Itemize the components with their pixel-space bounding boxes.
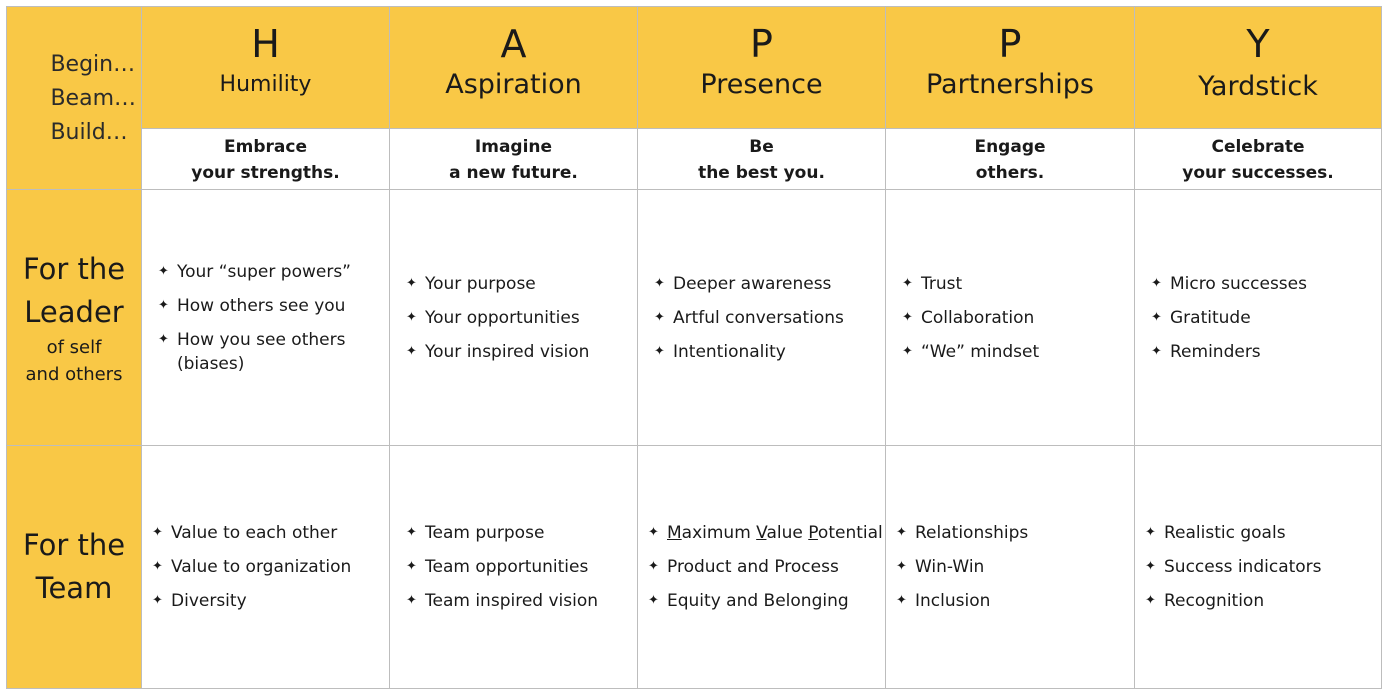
bullet-star-icon: ✦ (648, 559, 659, 574)
bullet-star-icon: ✦ (654, 309, 665, 325)
list-item: ✦ Team opportunities (406, 550, 637, 584)
column-header-aspiration (390, 7, 638, 129)
bullet-star-icon: ✦ (1151, 309, 1162, 325)
bullet-star-icon: ✦ (406, 343, 417, 359)
row-label-team (7, 446, 142, 689)
cell-team-partnerships (886, 446, 1135, 689)
cell-team-aspiration (390, 446, 638, 689)
tagline-line: the best you. (698, 163, 825, 183)
bullet-star-icon: ✦ (158, 297, 169, 313)
tagline-aspiration (390, 129, 638, 190)
bullet-star-icon: ✦ (902, 309, 913, 325)
column-word: Humility (219, 72, 312, 97)
corner-line-build: Build… (50, 120, 128, 145)
list-item: ✦ Team inspired vision (406, 584, 637, 618)
column-header-partnerships (886, 7, 1135, 129)
list-item: ✦ How you see others (biases) (158, 329, 346, 374)
column-letter: Y (1246, 22, 1270, 66)
row-label-leader (7, 190, 142, 446)
tagline-line: Embrace (224, 137, 307, 157)
cell-leader-aspiration (390, 190, 638, 446)
tagline-line: Celebrate (1211, 137, 1305, 157)
bullet-star-icon: ✦ (1145, 525, 1156, 540)
tagline-line: your strengths. (191, 163, 340, 183)
bullet-star-icon: ✦ (406, 309, 417, 325)
tagline-line: Be (749, 137, 774, 157)
tagline-line: a new future. (449, 163, 578, 183)
corner-cell (7, 7, 142, 190)
cell-team-presence (638, 446, 886, 689)
bullet-star-icon: ✦ (902, 343, 913, 359)
column-letter: P (750, 22, 773, 66)
tagline-yardstick (1135, 129, 1382, 190)
bullet-star-icon: ✦ (648, 593, 659, 608)
cell-team-yardstick (1135, 446, 1382, 689)
tagline-line: others. (975, 163, 1045, 183)
bullet-star-icon: ✦ (1145, 559, 1156, 574)
bullet-star-icon: ✦ (654, 275, 665, 291)
column-word: Presence (700, 69, 823, 100)
corner-line-begin: Begin… (50, 52, 136, 77)
tagline-line: Imagine (474, 137, 553, 157)
column-word: Partnerships (925, 69, 1094, 100)
list-item: ✦ Artful conversations (654, 301, 885, 335)
column-word: Aspiration (445, 69, 582, 100)
bullet-star-icon: ✦ (152, 559, 163, 574)
list-item: ✦ Trust (902, 267, 1134, 301)
list-item: ✦ Diversity (152, 584, 389, 618)
list-item: ✦ Value to organization (152, 550, 389, 584)
row-label-line: For the (22, 528, 126, 562)
list-item: ✦ Your inspired vision (406, 335, 637, 369)
column-header-presence (638, 7, 886, 129)
column-word: Yardstick (1198, 71, 1318, 102)
bullet-star-icon: ✦ (406, 559, 417, 574)
list-item: ✦ Recognition (1145, 584, 1381, 618)
list-item: ✦ Micro successes (1151, 267, 1381, 301)
column-header-yardstick (1135, 7, 1382, 129)
list-item: ✦ Success indicators (1145, 550, 1381, 584)
bullet-star-icon: ✦ (406, 275, 417, 291)
list-item: ✦ Your purpose (406, 267, 637, 301)
list-item: ✦ Equity and Belonging (648, 584, 885, 618)
list-item: ✦ Maximum Value Potential (648, 516, 885, 550)
list-item: ✦ Your “super powers” (158, 255, 389, 289)
list-item: ✦ “We” mindset (902, 335, 1134, 369)
bullet-star-icon: ✦ (896, 593, 907, 608)
tagline-presence (638, 129, 886, 190)
list-item: ✦ Your opportunities (406, 301, 637, 335)
list-item: ✦ Collaboration (902, 301, 1134, 335)
cell-leader-presence (638, 190, 886, 446)
bullet-star-icon: ✦ (896, 559, 907, 574)
row-sublabel-line: and others (25, 363, 123, 385)
bullet-star-icon: ✦ (152, 525, 163, 540)
list-item: ✦ Inclusion (896, 584, 1134, 618)
corner-line-beam: Beam… (50, 86, 136, 111)
list-item: ✦ Value to each other (152, 516, 389, 550)
bullet-star-icon: ✦ (896, 525, 907, 540)
row-label-line: Team (35, 571, 113, 605)
list-item: ✦ Team purpose (406, 516, 637, 550)
list-item: ✦ Gratitude (1151, 301, 1381, 335)
cell-leader-humility (142, 190, 390, 446)
tagline-line: your successes. (1182, 163, 1334, 183)
bullet-star-icon: ✦ (648, 525, 659, 540)
column-header-humility (142, 7, 390, 129)
tagline-humility (142, 129, 390, 190)
column-letter: A (500, 22, 527, 66)
cell-team-humility (142, 446, 390, 689)
cell-leader-yardstick (1135, 190, 1382, 446)
row-label-line: For the (22, 251, 126, 286)
tagline-line: Engage (974, 137, 1046, 157)
list-item: ✦ Realistic goals (1145, 516, 1381, 550)
column-letter: P (998, 22, 1022, 66)
list-item: ✦ Product and Process (648, 550, 885, 584)
list-item: ✦ Deeper awareness (654, 267, 885, 301)
cell-leader-partnerships (886, 190, 1135, 446)
bullet-star-icon: ✦ (406, 593, 417, 608)
bullet-star-icon: ✦ (902, 275, 913, 291)
bullet-star-icon: ✦ (654, 343, 665, 359)
tagline-partnerships (886, 129, 1135, 190)
row-sublabel-line: of self (46, 336, 102, 358)
bullet-star-icon: ✦ (406, 525, 417, 540)
bullet-star-icon: ✦ (158, 263, 169, 279)
row-label-line: Leader (24, 294, 124, 329)
bullet-star-icon: ✦ (1145, 593, 1156, 608)
list-item: ✦ Intentionality (654, 335, 885, 369)
list-item: ✦ Reminders (1151, 335, 1381, 369)
column-letter: H (251, 22, 280, 66)
bullet-star-icon: ✦ (152, 593, 163, 608)
bullet-star-icon: ✦ (1151, 343, 1162, 359)
list-item: ✦ Relationships (896, 516, 1134, 550)
bullet-star-icon: ✦ (158, 331, 169, 347)
list-item: ✦ Win-Win (896, 550, 1134, 584)
happy-framework-table (6, 6, 1382, 689)
bullet-star-icon: ✦ (1151, 275, 1162, 291)
list-item: ✦ How others see you (158, 289, 389, 323)
